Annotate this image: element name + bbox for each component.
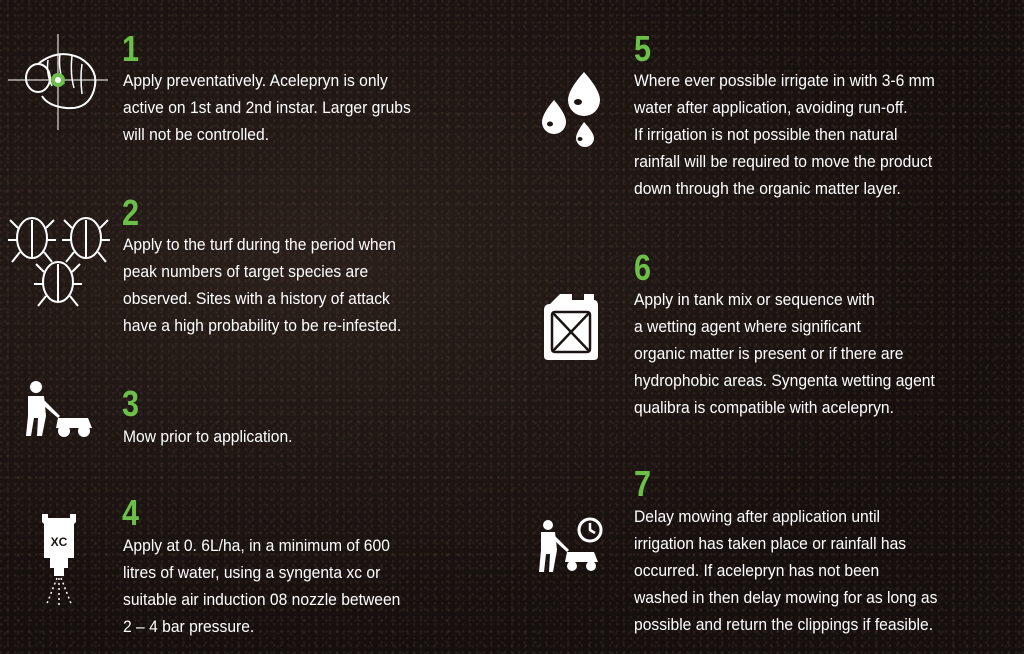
beetles-icon <box>6 204 112 310</box>
step-number: 4 <box>122 492 140 533</box>
step-text: Where ever possible irrigate in with 3-6 mm water after application, avoiding run-off. If irrigation is not possible then natural rainfall will be required to move the product down through the organic matter layer. <box>634 71 935 198</box>
water-drops-icon <box>538 70 604 148</box>
jerry-can-icon <box>542 290 600 362</box>
step-number: 2 <box>122 192 140 233</box>
grub-target-icon <box>8 34 108 130</box>
step-number: 7 <box>634 463 652 504</box>
step-text: Mow prior to application. <box>123 427 293 446</box>
step-number: 3 <box>122 383 140 424</box>
step-number: 6 <box>634 247 652 288</box>
step-text: Delay mowing after application until irrigation has taken place or rainfall has occurred. If acelepryn has not been washed in then delay mowing for as long as possible and return the clippings if feasible. <box>634 507 938 634</box>
step-text: Apply preventatively. Acelepryn is only active on 1st and 2nd instar. Larger grubs will not be controlled. <box>123 71 411 144</box>
xc-nozzle-icon <box>38 514 80 610</box>
mower-timer-icon <box>536 516 608 576</box>
step-text: Apply to the turf during the period when peak numbers of target species are observed. Sites with a history of attack have a high probability to be re-infested. <box>123 235 402 335</box>
step-text: Apply at 0. 6L/ha, in a minimum of 600 litres of water, using a syngenta xc or suitable air induction 08 nozzle between 2 – 4 bar pressure. <box>123 536 401 636</box>
lawn-mower-icon <box>22 380 94 438</box>
step-number: 5 <box>634 28 652 69</box>
xc-label: XC <box>50 535 68 549</box>
step-text: Apply in tank mix or sequence with a wetting agent where significant organic matter is present or if there are hydrophobic areas. Syngenta wetting agent qualibra is compatible with acelepryn. <box>634 290 935 417</box>
step-number: 1 <box>122 28 140 69</box>
